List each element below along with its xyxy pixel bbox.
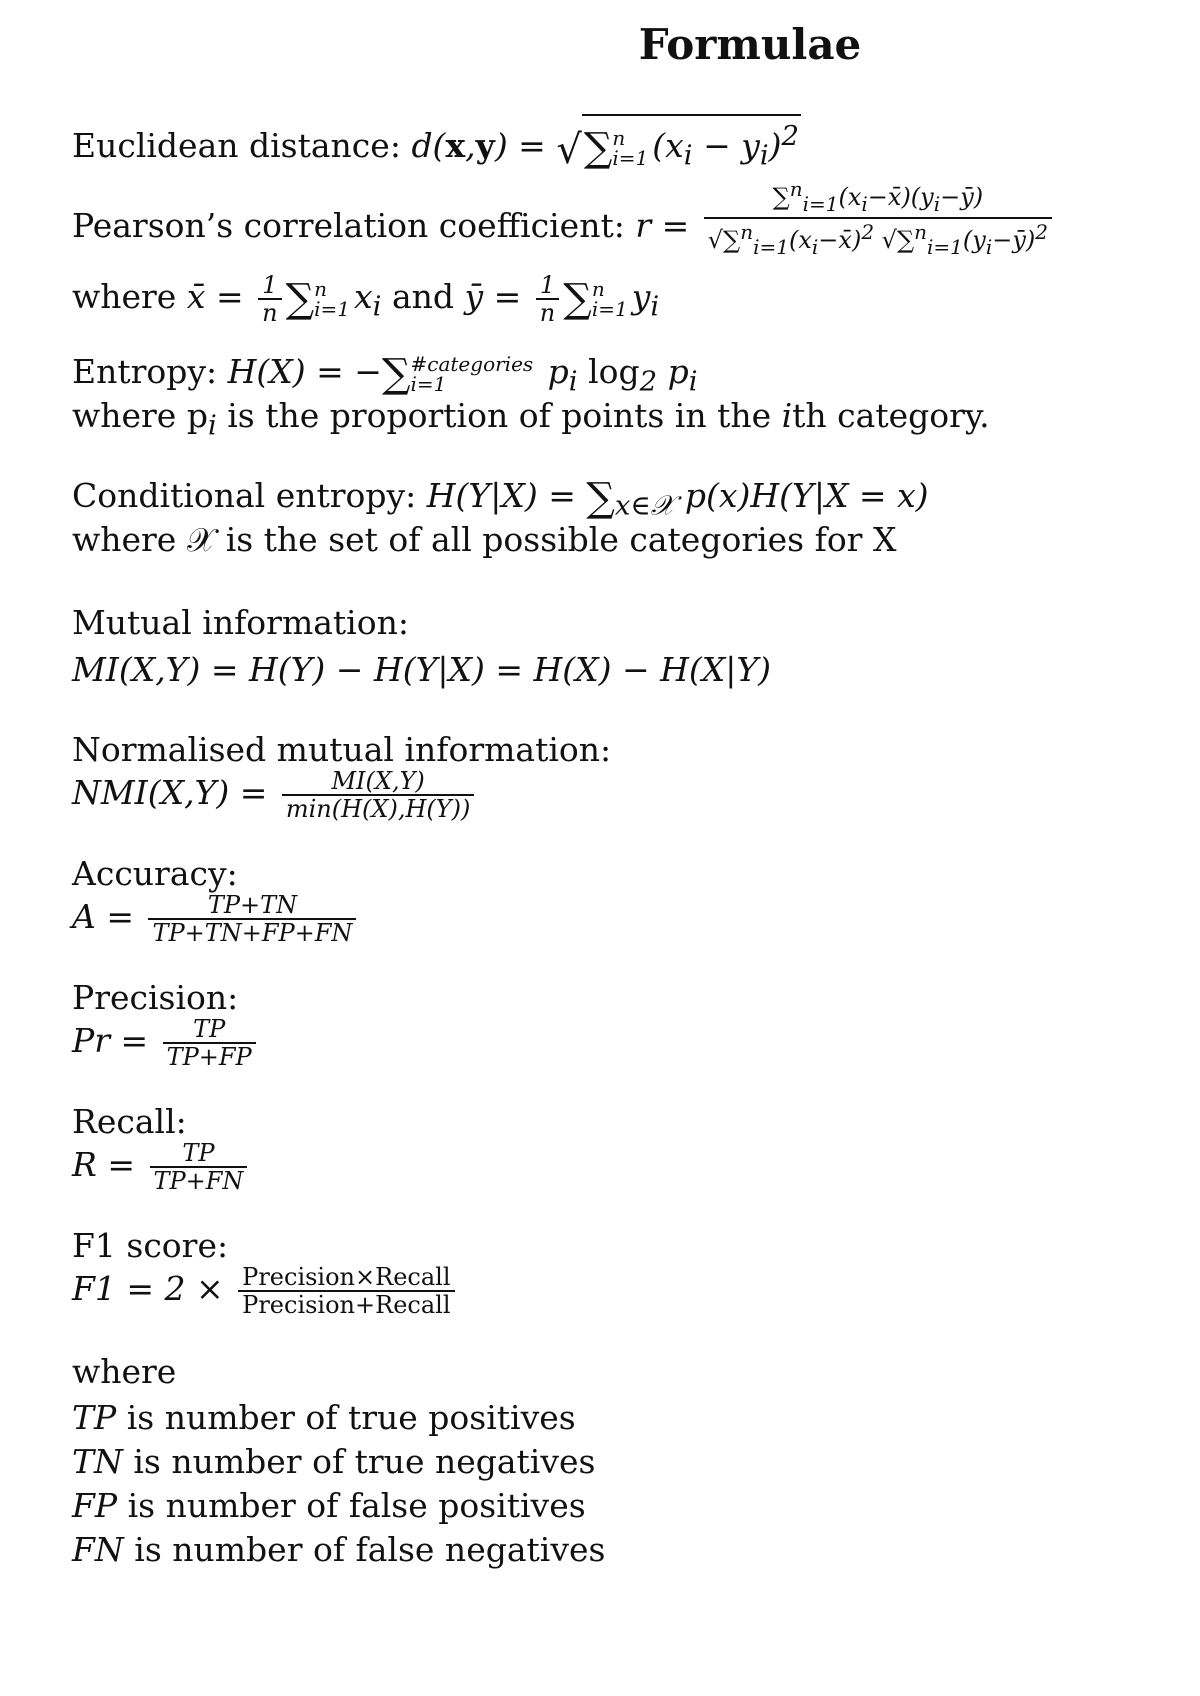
definition-tn: TN is number of true negatives bbox=[72, 1442, 596, 1481]
mutual-information-label: Mutual information: bbox=[72, 603, 409, 642]
page-title: Formulae bbox=[638, 20, 862, 69]
entropy: Entropy: H(X) = −∑ #categories i=1 $p_i$ $\log_2 p_i$ bbox=[72, 351, 698, 398]
definition-fn: FN is number of false negatives bbox=[72, 1530, 606, 1569]
recall-formula: R = $\frac{TP}{TP+FN}$ bbox=[72, 1140, 251, 1194]
accuracy-label: Accuracy: bbox=[72, 854, 238, 893]
definition-fp: FP is number of false positives bbox=[72, 1486, 586, 1525]
euclidean-distance: Euclidean distance: d(x,y) = √∑ n i=1 $(x_i - y_i)^2$ bbox=[72, 114, 801, 176]
pearson-label: Pearson’s correlation coefficient: bbox=[72, 205, 625, 245]
f1-label: F1 score: bbox=[72, 1226, 229, 1265]
pearson-correlation: Pearson’s correlation coefficient: r = $\frac{\sum^n_{i=1}(x_i-x̄)(y_i-ȳ)}{√\sum^n_{i=1}(x_i-x̄)^2 √\sum^n_{i=1}(y_i-ȳ)^2}$ bbox=[72, 196, 1056, 260]
nmi-formula: NMI(X,Y) = $\frac{MI(X,Y)}{\min(H(X),H(Y))}$ bbox=[72, 768, 478, 822]
entropy-label: Entropy: bbox=[72, 352, 218, 391]
f1-formula: F1 = 2 × $\frac{\text{Precision×Recall}}{\text{Precision+Recall}}$ bbox=[72, 1264, 459, 1318]
definition-tp: TP is number of true positives bbox=[72, 1398, 576, 1437]
definitions-where: where bbox=[72, 1352, 177, 1391]
conditional-entropy: Conditional entropy: $H(Y|X) = \sum_{x\in 𝒳}$ p(x)H(Y|X = x) bbox=[72, 475, 929, 522]
accuracy-formula: A = $\frac{TP+TN}{TP+TN+FP+FN}$ bbox=[72, 892, 360, 946]
conditional-entropy-where: where 𝒳 is the set of all possible categories for X bbox=[72, 520, 897, 559]
nmi-label: Normalised mutual information: bbox=[72, 730, 612, 769]
euclidean-label: Euclidean distance: bbox=[72, 126, 401, 165]
entropy-where: where $p_i$ is the proportion of points in the ith category. bbox=[72, 396, 990, 442]
precision-formula: Pr = $\frac{TP}{TP+FP}$ bbox=[72, 1016, 260, 1070]
pearson-where: where x̄ = $\frac{1}{n}$ ∑ n i=1 $x_i$ and ȳ = $\frac{1}{n}$ ∑ n i=1 $y_i$ bbox=[72, 271, 660, 327]
recall-label: Recall: bbox=[72, 1102, 187, 1141]
conditional-entropy-label: Conditional entropy: bbox=[72, 476, 417, 515]
mutual-information-formula: MI(X,Y) = H(Y) − H(Y|X) = H(X) − H(X|Y) bbox=[72, 650, 772, 689]
precision-label: Precision: bbox=[72, 978, 239, 1017]
